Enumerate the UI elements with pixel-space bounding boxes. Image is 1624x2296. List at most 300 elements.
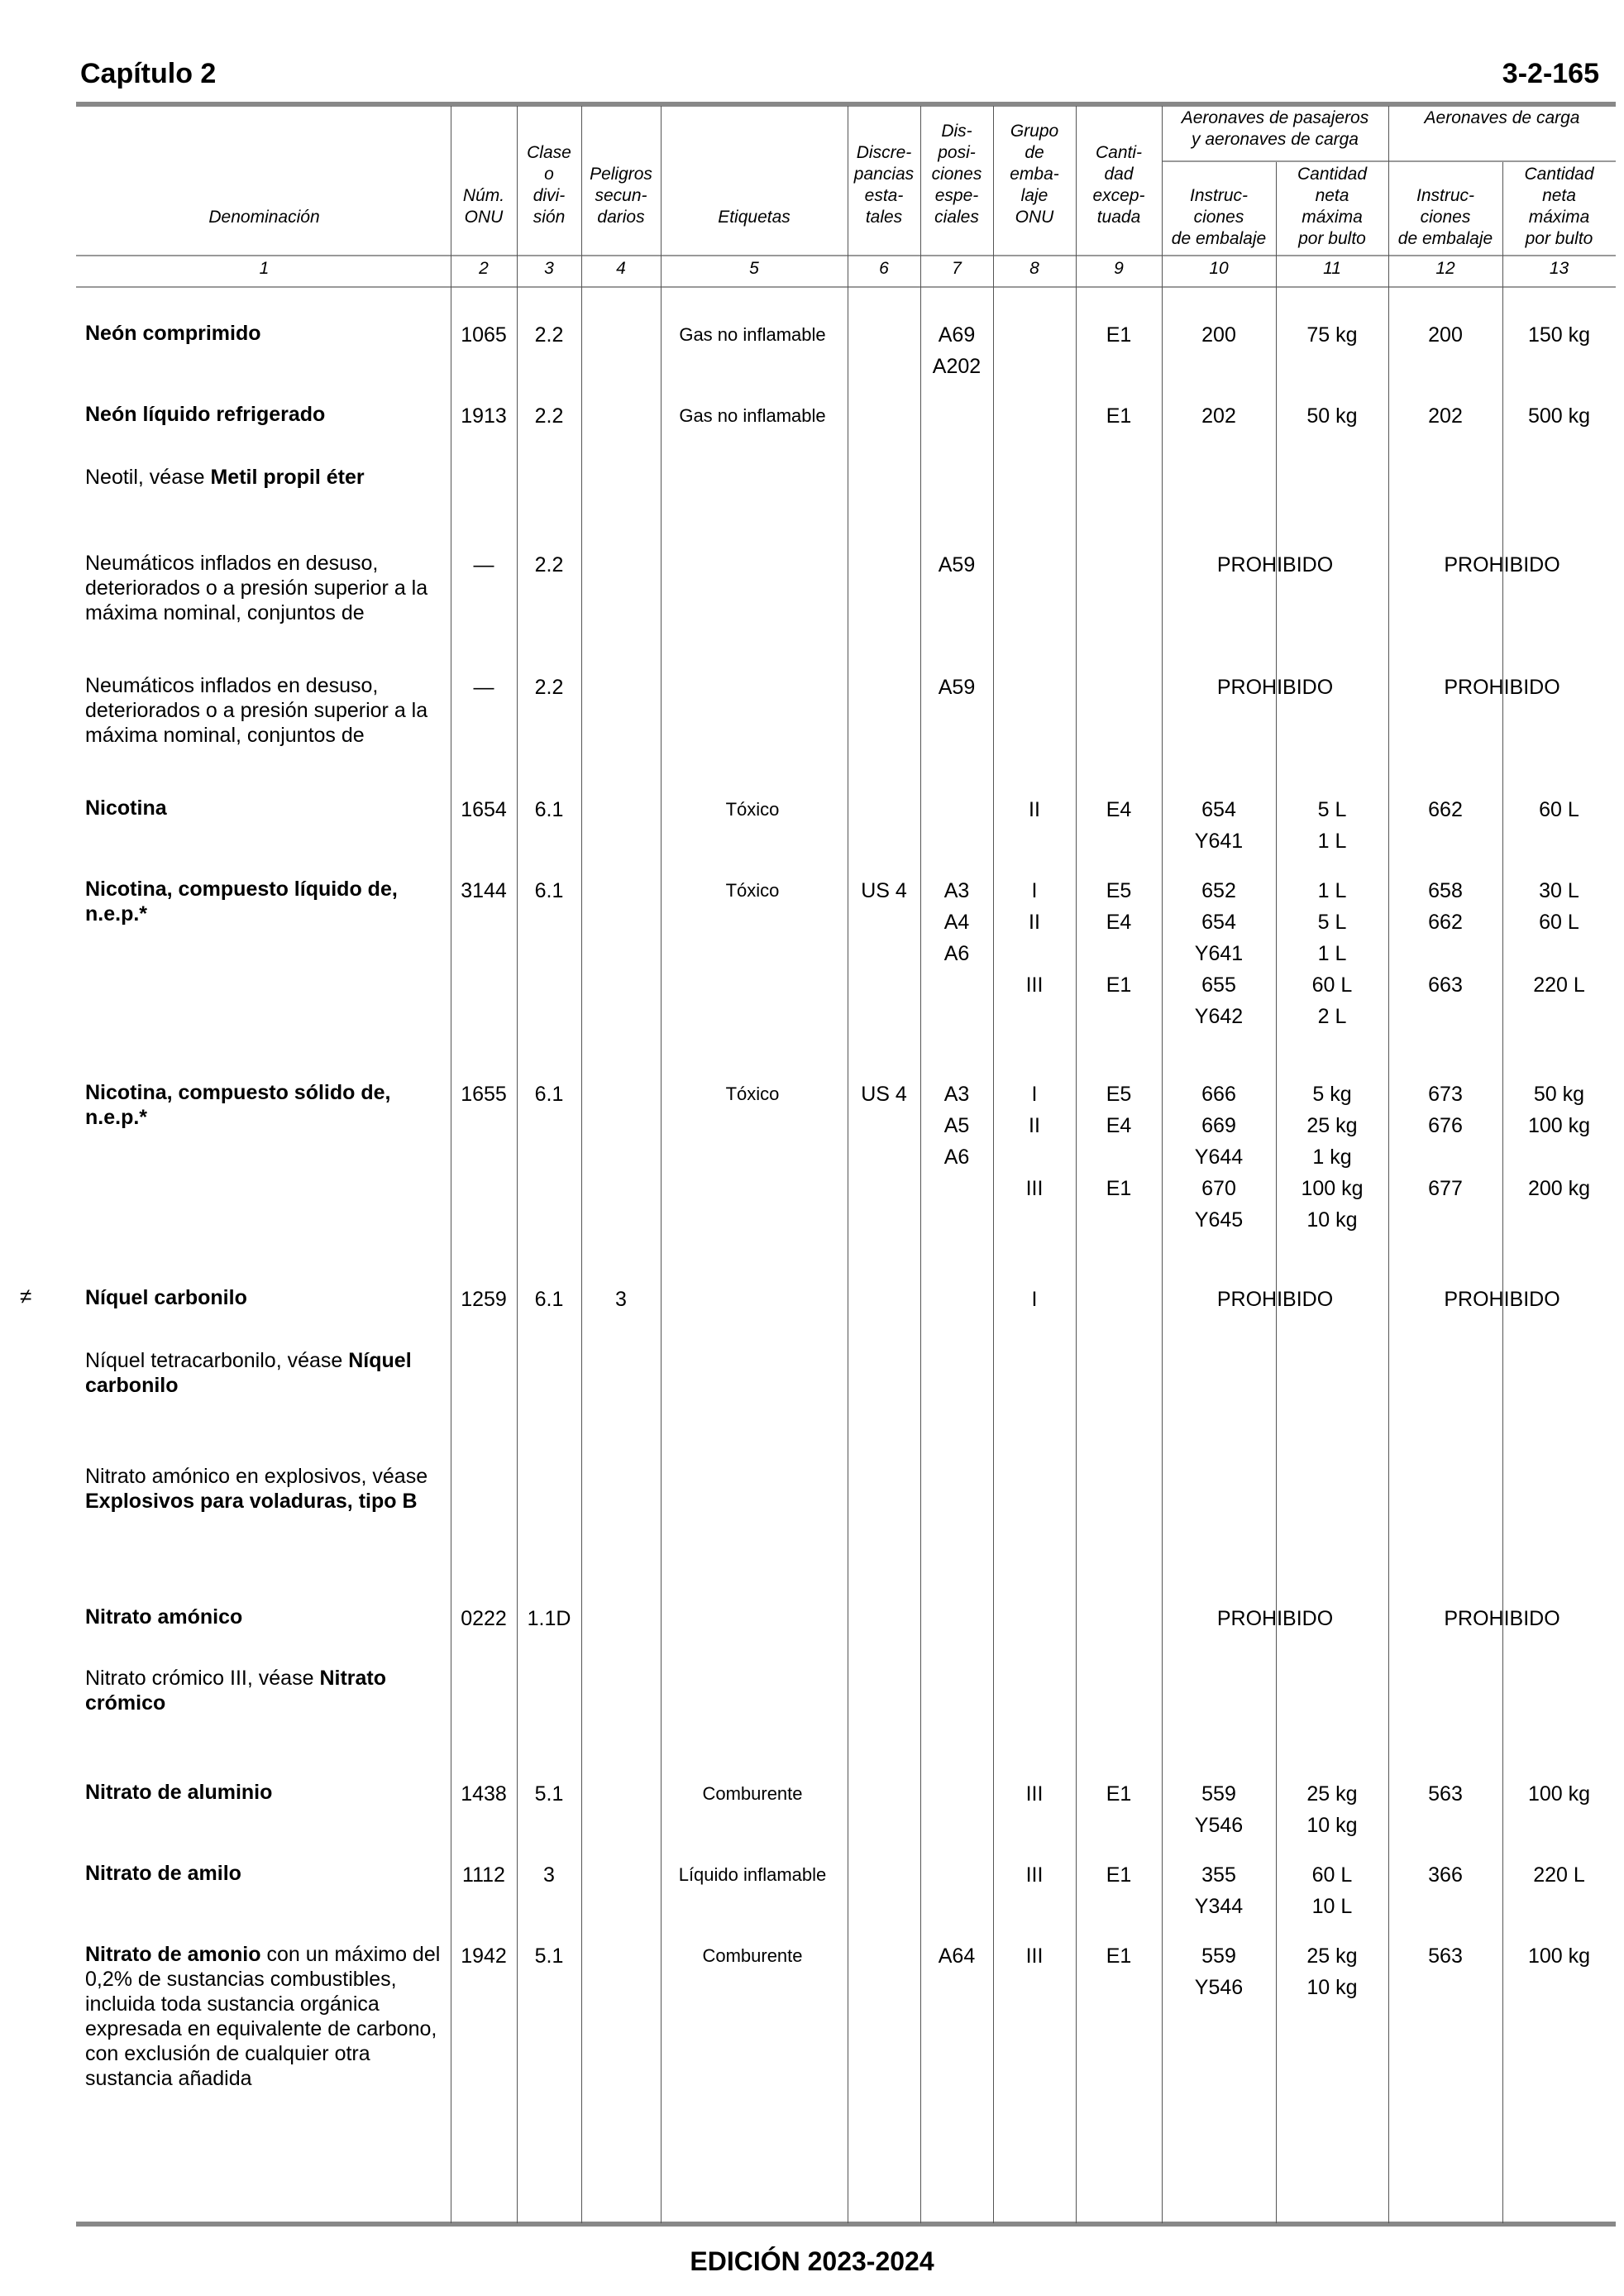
cantidad-carga	[1502, 794, 1616, 825]
etiqueta: Tóxico	[725, 799, 780, 820]
denominacion	[85, 1942, 441, 2091]
num-onu	[451, 1940, 517, 1972]
denominacion-bold: Nicotina, compuesto líquido de, n.e.p.*	[85, 878, 398, 926]
denominacion-reference: Nitrato crómico	[85, 1667, 386, 1715]
header-disposiciones: Dis- posi- ciones espe- ciales	[931, 122, 982, 227]
cantidad-pasajeros-line: 1 kg	[1312, 1146, 1352, 1169]
denominacion-bold: Nitrato de amonio	[85, 1943, 261, 1966]
disposiciones-especiales-line: A5	[943, 1114, 970, 1137]
cantidad-exceptuada	[1076, 794, 1162, 825]
grupo-embalaje	[993, 1859, 1076, 1891]
cantidad-exceptuada-line	[1076, 1141, 1162, 1173]
denominacion-bold: Nicotina	[85, 796, 167, 820]
grupo-embalaje	[993, 794, 1076, 825]
header-instrucciones-pax: Instruc- ciones de embalaje	[1171, 186, 1267, 248]
instrucciones-pasajeros-line: 200	[1201, 323, 1236, 347]
instrucciones-pasajeros-line: 655	[1201, 973, 1236, 997]
header-num-onu: Núm. ONU	[462, 186, 505, 227]
discrepancias	[848, 875, 920, 906]
etiqueta: Tóxico	[725, 1083, 780, 1104]
clase-line: 2.2	[534, 553, 564, 576]
cantidad-exceptuada-line: E1	[1106, 1863, 1132, 1887]
cantidad-carga-line: 60 L	[1539, 911, 1579, 934]
denominacion-text: Neumáticos inflados en desuso, deteriorados o a presión superior a la máxima nominal, conjuntos de	[85, 552, 428, 624]
cantidad-carga-line	[1502, 1141, 1616, 1173]
cantidad-pasajeros-line: 1 L	[1317, 942, 1347, 965]
clase	[517, 672, 581, 703]
column-number: 12	[1435, 259, 1455, 278]
clase	[517, 319, 581, 351]
cantidad-pasajeros-line: 1 L	[1317, 879, 1347, 902]
discrepancias-line: US 4	[861, 879, 907, 902]
cantidad-pasajeros	[1276, 794, 1388, 857]
num-onu	[451, 672, 517, 703]
prohibido-carga: PROHIBIDO	[1444, 1607, 1560, 1630]
grupo-embalaje-line: III	[1025, 1177, 1044, 1200]
cantidad-carga-line	[1502, 938, 1616, 969]
denominacion-text: Níquel tetracarbonilo, véase	[85, 1349, 349, 1372]
instrucciones-pasajeros-line: 559	[1201, 1782, 1236, 1806]
cantidad-exceptuada	[1076, 1940, 1162, 1972]
cantidad-exceptuada-line: E1	[1106, 1177, 1132, 1200]
discrepancias-line: US 4	[861, 1083, 907, 1106]
grupo-embalaje-line: III	[1025, 973, 1044, 997]
instrucciones-carga	[1388, 1940, 1502, 1972]
clase-line: 5.1	[534, 1944, 564, 1968]
instrucciones-carga-line: 673	[1428, 1083, 1463, 1106]
instrucciones-pasajeros	[1162, 1859, 1276, 1922]
num-onu-line: 1913	[461, 404, 507, 428]
grupo-embalaje-line	[993, 1141, 1076, 1173]
prohibido-carga: PROHIBIDO	[1444, 553, 1560, 576]
instrucciones-pasajeros-line: Y642	[1194, 1005, 1244, 1028]
clase-line: 6.1	[534, 879, 564, 902]
column-number: 9	[1114, 259, 1124, 278]
instrucciones-carga	[1388, 875, 1502, 1001]
disposiciones-especiales	[920, 1940, 993, 1972]
cantidad-exceptuada-line: E5	[1106, 1083, 1132, 1106]
denominacion-text: Nitrato crómico III, véase	[85, 1667, 320, 1690]
instrucciones-pasajeros-line: Y645	[1194, 1208, 1244, 1232]
column-number: 4	[616, 259, 626, 278]
denominacion-bold: Neón líquido refrigerado	[85, 403, 326, 426]
instrucciones-pasajeros	[1162, 319, 1276, 351]
instrucciones-carga-line: 662	[1428, 798, 1463, 821]
cantidad-carga	[1502, 1079, 1616, 1204]
cantidad-pasajeros-line: 10 kg	[1306, 1814, 1358, 1837]
cantidad-pasajeros-line: 75 kg	[1306, 323, 1358, 347]
instrucciones-pasajeros	[1162, 1778, 1276, 1841]
instrucciones-pasajeros-line: 559	[1201, 1944, 1236, 1968]
disposiciones-especiales	[920, 672, 993, 703]
clase-line: 1.1D	[527, 1607, 571, 1630]
denominacion-reference: Explosivos para voladuras, tipo B	[85, 1490, 418, 1513]
instrucciones-carga-line: 676	[1428, 1114, 1463, 1137]
prohibido-carga: PROHIBIDO	[1444, 1288, 1560, 1311]
cantidad-carga-line: 100 kg	[1527, 1782, 1591, 1806]
instrucciones-carga-line: 366	[1428, 1863, 1463, 1887]
cantidad-pasajeros	[1276, 319, 1388, 351]
header-peligros: Peligros secun- darios	[590, 165, 652, 227]
instrucciones-carga	[1388, 794, 1502, 825]
header-etiquetas: Etiquetas	[718, 208, 791, 227]
cantidad-pasajeros-line: 5 L	[1317, 911, 1347, 934]
instrucciones-carga-line: 563	[1428, 1944, 1463, 1968]
instrucciones-carga	[1388, 319, 1502, 351]
disposiciones-especiales-line: A4	[943, 911, 970, 934]
denominacion	[85, 1348, 441, 1398]
instrucciones-carga-line: 662	[1428, 911, 1463, 934]
instrucciones-pasajeros-line: Y546	[1194, 1814, 1244, 1837]
disposiciones-especiales	[920, 319, 993, 382]
disposiciones-especiales-line: A64	[938, 1944, 976, 1968]
cantidad-pasajeros-line: 100 kg	[1301, 1177, 1364, 1200]
disposiciones-especiales-line: A202	[932, 355, 982, 378]
discrepancias	[848, 1079, 920, 1110]
column-number: 6	[879, 259, 889, 278]
instrucciones-pasajeros	[1162, 1940, 1276, 2003]
edition-footer: EDICIÓN 2023-2024	[690, 2246, 934, 2276]
denominacion	[85, 1464, 441, 1514]
denominacion	[85, 1666, 441, 1715]
clase	[517, 1778, 581, 1810]
cantidad-exceptuada	[1076, 1859, 1162, 1891]
cantidad-pasajeros-line: 2 L	[1317, 1005, 1347, 1028]
num-onu	[451, 1079, 517, 1110]
clase	[517, 1603, 581, 1634]
num-onu	[451, 400, 517, 432]
instrucciones-pasajeros-line: Y641	[1194, 942, 1244, 965]
denominacion-bold: Neón comprimido	[85, 322, 261, 345]
num-onu	[451, 875, 517, 906]
num-onu	[451, 1603, 517, 1634]
cantidad-carga	[1502, 1940, 1616, 1972]
cantidad-carga-line: 500 kg	[1527, 404, 1591, 428]
prohibido-pasajeros: PROHIBIDO	[1216, 676, 1334, 699]
denominacion	[85, 1861, 441, 1886]
cantidad-exceptuada-line: E1	[1106, 323, 1132, 347]
grupo-embalaje-line: I	[1031, 1083, 1038, 1106]
num-onu-line: 1655	[461, 1083, 507, 1106]
cantidad-exceptuada-line: E4	[1106, 1114, 1132, 1137]
denominacion-bold: Nicotina, compuesto sólido de, n.e.p.*	[85, 1081, 391, 1129]
column-rule	[581, 106, 582, 2223]
clase	[517, 794, 581, 825]
etiqueta: Tóxico	[725, 880, 780, 901]
cantidad-carga-line: 100 kg	[1527, 1944, 1591, 1968]
peligros-secundarios	[581, 1284, 661, 1315]
cantidad-pasajeros-line: 60 L	[1311, 973, 1353, 997]
clase-line: 3	[543, 1863, 555, 1887]
peligros-secundarios-line: 3	[615, 1288, 627, 1311]
cantidad-pasajeros-line: 10 kg	[1306, 1976, 1358, 1999]
cantidad-exceptuada-line: E1	[1106, 404, 1132, 428]
etiqueta: Líquido inflamable	[678, 1864, 827, 1885]
instrucciones-carga-line: 202	[1428, 404, 1463, 428]
header-grupo: Grupo de emba- laje ONU	[1010, 122, 1059, 227]
column-number: 8	[1029, 259, 1039, 278]
clase	[517, 1284, 581, 1315]
instrucciones-pasajeros-line: 202	[1201, 404, 1236, 428]
cantidad-carga-line: 220 L	[1533, 1863, 1585, 1887]
denominacion	[85, 796, 441, 820]
cantidad-exceptuada-line: E1	[1106, 973, 1132, 997]
header-cantidad-cargo: Cantidad neta máxima por bulto	[1524, 165, 1594, 248]
clase-line: 2.2	[534, 323, 564, 347]
instrucciones-pasajeros	[1162, 1079, 1276, 1236]
grupo-embalaje-line: II	[1029, 798, 1040, 821]
cantidad-pasajeros-line: 25 kg	[1306, 1782, 1358, 1806]
cantidad-pasajeros-line: 5 kg	[1312, 1083, 1352, 1106]
denominacion	[85, 1285, 441, 1310]
disposiciones-especiales	[920, 1079, 993, 1173]
cantidad-pasajeros-line: 10 kg	[1306, 1208, 1358, 1232]
disposiciones-especiales-line: A59	[938, 553, 976, 576]
cantidad-pasajeros-line: 10 L	[1311, 1895, 1353, 1918]
column-number: 13	[1549, 259, 1569, 278]
denominacion	[85, 551, 441, 625]
cantidad-carga-line: 200 kg	[1527, 1177, 1591, 1200]
instrucciones-carga	[1388, 1859, 1502, 1891]
column-number: 7	[952, 259, 962, 278]
disposiciones-especiales	[920, 875, 993, 969]
num-onu-line: 1065	[461, 323, 507, 347]
cantidad-exceptuada-line	[1076, 938, 1162, 969]
denominacion-bold: Nitrato de aluminio	[85, 1781, 273, 1804]
column-number: 5	[749, 259, 759, 278]
instrucciones-pasajeros-line: 355	[1201, 1863, 1236, 1887]
disposiciones-especiales-line: A6	[943, 1146, 970, 1169]
prohibido-pasajeros: PROHIBIDO	[1216, 553, 1334, 576]
grupo-embalaje-line: I	[1031, 879, 1038, 902]
clase	[517, 1859, 581, 1891]
cantidad-exceptuada	[1076, 400, 1162, 432]
grupo-embalaje-line: III	[1025, 1782, 1044, 1806]
chapter-title: Capítulo 2	[80, 58, 217, 89]
etiqueta: Comburente	[702, 1945, 803, 1966]
header-denominacion: Denominación	[208, 208, 320, 227]
cantidad-exceptuada	[1076, 1778, 1162, 1810]
cantidad-pasajeros	[1276, 1859, 1388, 1922]
instrucciones-pasajeros-line: 654	[1201, 911, 1236, 934]
num-onu	[451, 549, 517, 581]
cantidad-carga	[1502, 319, 1616, 351]
cantidad-carga-line: 50 kg	[1533, 1083, 1585, 1106]
header-instrucciones-cargo: Instruc- ciones de embalaje	[1397, 186, 1493, 248]
num-onu-line: —	[473, 553, 494, 576]
clase	[517, 1079, 581, 1110]
num-onu	[451, 1859, 517, 1891]
denominacion	[85, 321, 441, 346]
cantidad-exceptuada	[1076, 1079, 1162, 1204]
cantidad-exceptuada-line: E1	[1106, 1944, 1132, 1968]
denominacion-bold: Nitrato de amilo	[85, 1862, 241, 1885]
instrucciones-carga	[1388, 1079, 1502, 1204]
instrucciones-carga-line: 563	[1428, 1782, 1463, 1806]
instrucciones-pasajeros-line: Y641	[1194, 830, 1244, 853]
instrucciones-carga-line	[1388, 938, 1502, 969]
grupo-embalaje-line: II	[1029, 1114, 1040, 1137]
bottom-rule	[76, 2222, 1616, 2227]
disposiciones-especiales-line: A3	[943, 1083, 970, 1106]
cantidad-carga	[1502, 875, 1616, 1001]
grupo-embalaje	[993, 1079, 1076, 1204]
colnum-rule	[76, 286, 1616, 288]
grupo-embalaje-line: III	[1025, 1944, 1044, 1968]
denominacion	[85, 1780, 441, 1805]
disposiciones-especiales-line: A69	[938, 323, 976, 347]
instrucciones-pasajeros	[1162, 875, 1276, 1032]
header-cantidad-pax: Cantidad neta máxima por bulto	[1297, 165, 1368, 248]
grupo-embalaje-line: I	[1031, 1288, 1038, 1311]
grupo-embalaje-line: II	[1029, 911, 1040, 934]
clase-line: 6.1	[534, 798, 564, 821]
column-number: 2	[479, 259, 489, 278]
instrucciones-pasajeros-line: 654	[1201, 798, 1236, 821]
cantidad-pasajeros-line: 60 L	[1311, 1863, 1353, 1887]
instrucciones-pasajeros-line: 652	[1201, 879, 1236, 902]
num-onu-line: 1942	[461, 1944, 507, 1968]
column-number: 10	[1209, 259, 1229, 278]
clase-line: 2.2	[534, 404, 564, 428]
num-onu	[451, 1284, 517, 1315]
instrucciones-carga-line: 677	[1428, 1177, 1463, 1200]
grupo-embalaje	[993, 875, 1076, 1001]
header-rule	[76, 255, 1616, 256]
instrucciones-pasajeros-line: Y546	[1194, 1976, 1244, 1999]
column-number: 3	[544, 259, 554, 278]
header-group-pasajeros: Aeronaves de pasajeros y aeronaves de carga	[1181, 108, 1369, 149]
etiqueta: Gas no inflamable	[679, 324, 826, 345]
num-onu-line: 1259	[461, 1288, 507, 1311]
cantidad-exceptuada-line: E5	[1106, 879, 1132, 902]
num-onu-line: 3144	[461, 879, 507, 902]
instrucciones-carga-line: 658	[1428, 879, 1463, 902]
page-number: 3-2-165	[1502, 58, 1599, 89]
cantidad-carga-line: 100 kg	[1527, 1114, 1591, 1137]
top-rule	[76, 102, 1616, 107]
cantidad-carga	[1502, 400, 1616, 432]
num-onu-line: 1438	[461, 1782, 507, 1806]
prohibido-carga: PROHIBIDO	[1444, 676, 1560, 699]
denominacion	[85, 1605, 441, 1629]
denominacion-bold: Nitrato amónico	[85, 1605, 243, 1629]
num-onu	[451, 1778, 517, 1810]
denominacion	[85, 877, 441, 926]
etiqueta: Comburente	[702, 1783, 803, 1804]
cantidad-exceptuada	[1076, 319, 1162, 351]
denominacion-reference: Metil propil éter	[210, 466, 365, 489]
disposiciones-especiales-line: A59	[938, 676, 976, 699]
cantidad-pasajeros	[1276, 875, 1388, 1032]
cantidad-pasajeros-line: 5 L	[1317, 798, 1347, 821]
disposiciones-especiales-line: A6	[943, 942, 970, 965]
cantidad-pasajeros	[1276, 400, 1388, 432]
cantidad-pasajeros	[1276, 1940, 1388, 2003]
cantidad-carga-line: 150 kg	[1527, 323, 1591, 347]
cantidad-carga	[1502, 1778, 1616, 1810]
cantidad-carga-line: 60 L	[1539, 798, 1579, 821]
cantidad-carga-line: 30 L	[1539, 879, 1579, 902]
num-onu-line: 0222	[461, 1607, 507, 1630]
cantidad-pasajeros-line: 50 kg	[1306, 404, 1358, 428]
grupo-embalaje-line: III	[1025, 1863, 1044, 1887]
instrucciones-carga-line	[1388, 1141, 1502, 1173]
header-group-carga: Aeronaves de carga	[1424, 108, 1580, 127]
etiqueta: Gas no inflamable	[679, 405, 826, 426]
cantidad-pasajeros	[1276, 1079, 1388, 1236]
instrucciones-pasajeros-line: 666	[1201, 1083, 1236, 1106]
grupo-embalaje	[993, 1940, 1076, 1972]
denominacion-text: Neotil, véase	[85, 466, 211, 489]
denominacion-reference: Níquel carbonilo	[85, 1349, 412, 1397]
clase	[517, 875, 581, 906]
cantidad-carga-line: 220 L	[1533, 973, 1585, 997]
denominacion-bold: Níquel carbonilo	[85, 1286, 247, 1309]
column-number: 1	[259, 259, 270, 278]
cantidad-exceptuada	[1076, 875, 1162, 1001]
num-onu-line: 1654	[461, 798, 507, 821]
cantidad-pasajeros-line: 25 kg	[1306, 1114, 1358, 1137]
grupo-embalaje-line	[993, 938, 1076, 969]
disposiciones-especiales	[920, 549, 993, 581]
prohibido-pasajeros: PROHIBIDO	[1216, 1288, 1334, 1311]
clase-line: 6.1	[534, 1083, 564, 1106]
clase-line: 5.1	[534, 1782, 564, 1806]
denominacion-text: con un máximo del 0,2% de sustancias combustibles, incluida toda sustancia orgánica expresada en equivalente de carbono, con exclusión de cualquier otra sustancia añadida	[85, 1943, 441, 2090]
denominacion-text: Neumáticos inflados en desuso, deteriorados o a presión superior a la máxima nominal, conjuntos de	[85, 674, 428, 747]
clase	[517, 1940, 581, 1972]
grupo-embalaje	[993, 1284, 1076, 1315]
denominacion-text: Nitrato amónico en explosivos, véase	[85, 1465, 428, 1488]
column-number: 11	[1323, 259, 1341, 278]
header-discrepancias: Discre- pancias esta- tales	[853, 143, 915, 227]
grupo-embalaje	[993, 1778, 1076, 1810]
num-onu	[451, 794, 517, 825]
cantidad-pasajeros	[1276, 1778, 1388, 1841]
denominacion	[85, 1080, 441, 1130]
num-onu-line: 1112	[462, 1863, 505, 1887]
cantidad-pasajeros-line: 1 L	[1317, 830, 1347, 853]
num-onu-line: —	[473, 676, 494, 699]
header-clase: Clase o divi- sión	[527, 143, 571, 227]
instrucciones-pasajeros-line: 670	[1201, 1177, 1236, 1200]
instrucciones-pasajeros	[1162, 400, 1276, 432]
cantidad-exceptuada-line: E4	[1106, 798, 1132, 821]
instrucciones-carga	[1388, 400, 1502, 432]
clase	[517, 400, 581, 432]
clase-line: 2.2	[534, 676, 564, 699]
num-onu	[451, 319, 517, 351]
instrucciones-carga-line: 200	[1428, 323, 1463, 347]
denominacion	[85, 673, 441, 748]
cantidad-pasajeros-line: 25 kg	[1306, 1944, 1358, 1968]
instrucciones-pasajeros-line: Y644	[1194, 1146, 1244, 1169]
cantidad-carga	[1502, 1859, 1616, 1891]
clase	[517, 549, 581, 581]
instrucciones-pasajeros	[1162, 794, 1276, 857]
cantidad-exceptuada-line: E4	[1106, 911, 1132, 934]
disposiciones-especiales-line: A3	[943, 879, 970, 902]
cantidad-exceptuada-line: E1	[1106, 1782, 1132, 1806]
instrucciones-carga-line: 663	[1428, 973, 1463, 997]
instrucciones-pasajeros-line: Y344	[1194, 1895, 1244, 1918]
clase-line: 6.1	[534, 1288, 564, 1311]
header-cantidad-exceptuada: Canti- dad excep- tuada	[1092, 143, 1145, 227]
change-mark: ≠	[20, 1284, 32, 1308]
prohibido-pasajeros: PROHIBIDO	[1216, 1607, 1334, 1630]
instrucciones-carga	[1388, 1778, 1502, 1810]
